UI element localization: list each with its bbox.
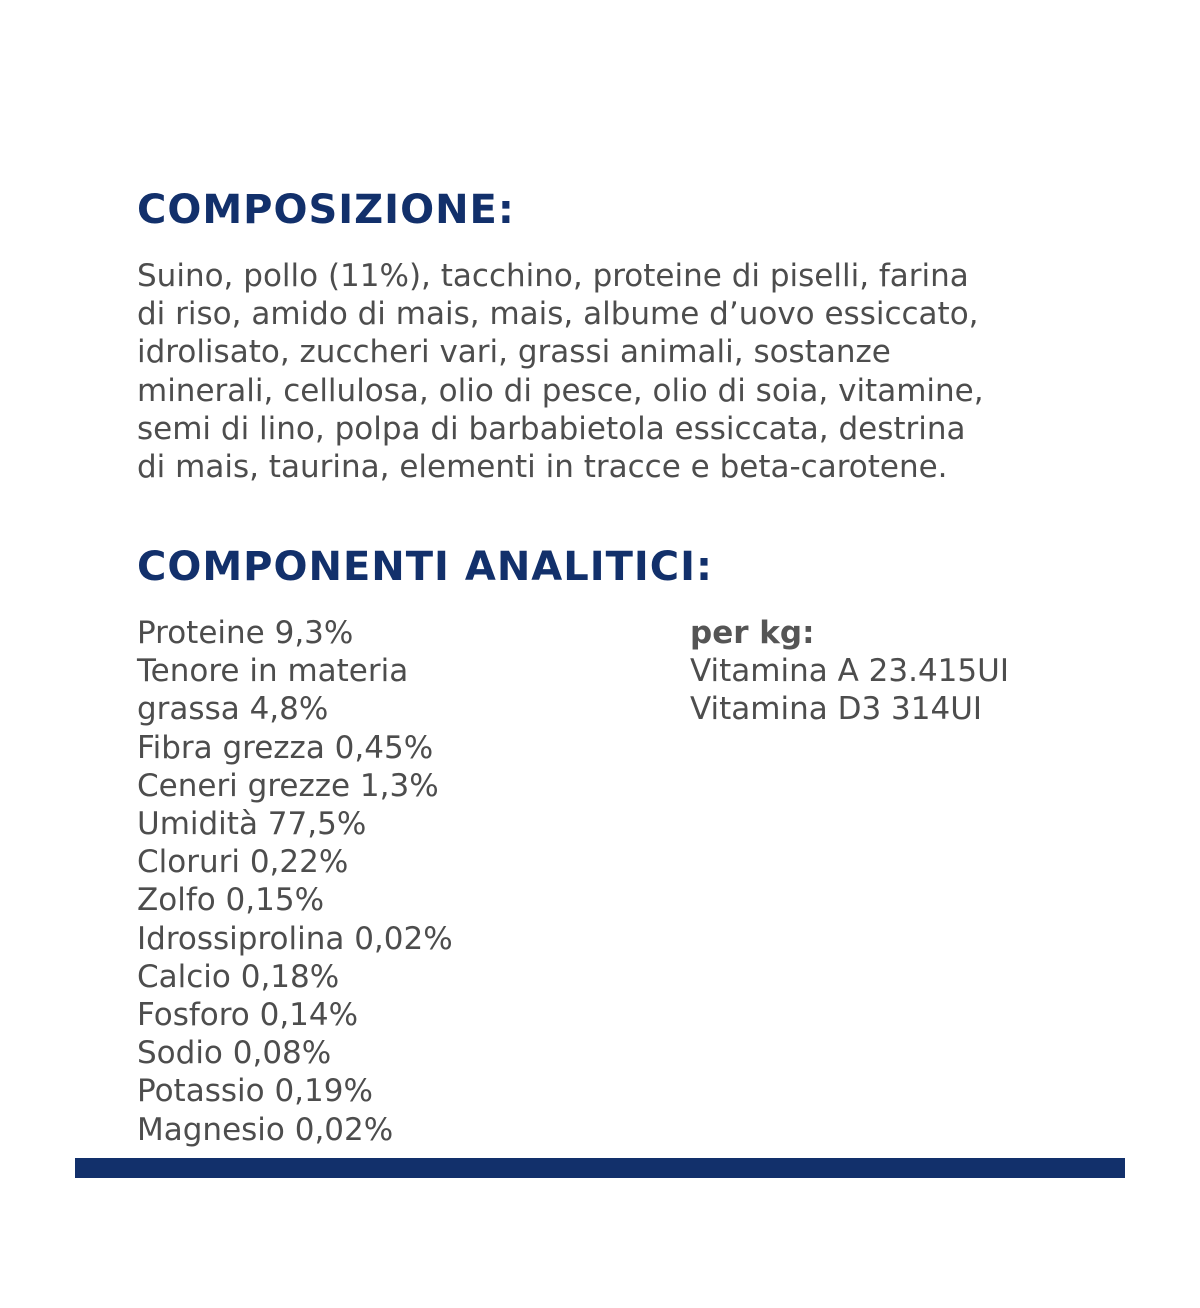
analytic-item: Idrossiprolina 0,02% bbox=[137, 920, 453, 957]
analytic-item: Proteine 9,3% bbox=[137, 615, 354, 651]
analytic-list bbox=[137, 614, 453, 1149]
analytic-item: Potassio 0,19% bbox=[137, 1073, 373, 1110]
analytic-item: Calcio 0,18% bbox=[137, 958, 340, 995]
per-kg-title: per kg: bbox=[690, 615, 815, 651]
composition-line: di riso, amido di mais, mais, albume d’uovo essiccato, bbox=[137, 296, 979, 333]
analytic-item: Fibra grezza 0,45% bbox=[137, 729, 434, 766]
composition-line: idrolisato, zuccheri vari, grassi animali, sostanze bbox=[137, 334, 891, 371]
per-kg-block bbox=[690, 614, 1009, 729]
analytic-heading: COMPONENTI ANALITICI: bbox=[137, 544, 714, 590]
composition-heading: COMPOSIZIONE: bbox=[137, 187, 515, 233]
analytic-item: Fosforo 0,14% bbox=[137, 997, 359, 1034]
analytic-item: Sodio 0,08% bbox=[137, 1035, 332, 1072]
analytic-item: Umidità 77,5% bbox=[137, 806, 367, 843]
composition-line: semi di lino, polpa di barbabietola essiccata, destrina bbox=[137, 410, 966, 447]
analytic-item: Zolfo 0,15% bbox=[137, 882, 325, 919]
analytic-item: grassa 4,8% bbox=[137, 691, 329, 728]
composition-line: di mais, taurina, elementi in tracce e beta-carotene. bbox=[137, 449, 948, 486]
composition-line: Suino, pollo (11%), tacchino, proteine di piselli, farina bbox=[137, 258, 969, 294]
composition-line: minerali, cellulosa, olio di pesce, olio di soia, vitamine, bbox=[137, 372, 984, 409]
analytic-item: Tenore in materia bbox=[137, 653, 409, 690]
composition-text bbox=[137, 257, 1117, 486]
analytic-item: Cloruri 0,22% bbox=[137, 844, 349, 881]
analytic-item: Ceneri grezze 1,3% bbox=[137, 767, 439, 804]
per-kg-item: Vitamina A 23.415UI bbox=[690, 653, 1009, 690]
per-kg-item: Vitamina D3 314UI bbox=[690, 691, 983, 728]
bottom-divider-bar bbox=[75, 1158, 1125, 1178]
analytic-item: Magnesio 0,02% bbox=[137, 1111, 394, 1148]
